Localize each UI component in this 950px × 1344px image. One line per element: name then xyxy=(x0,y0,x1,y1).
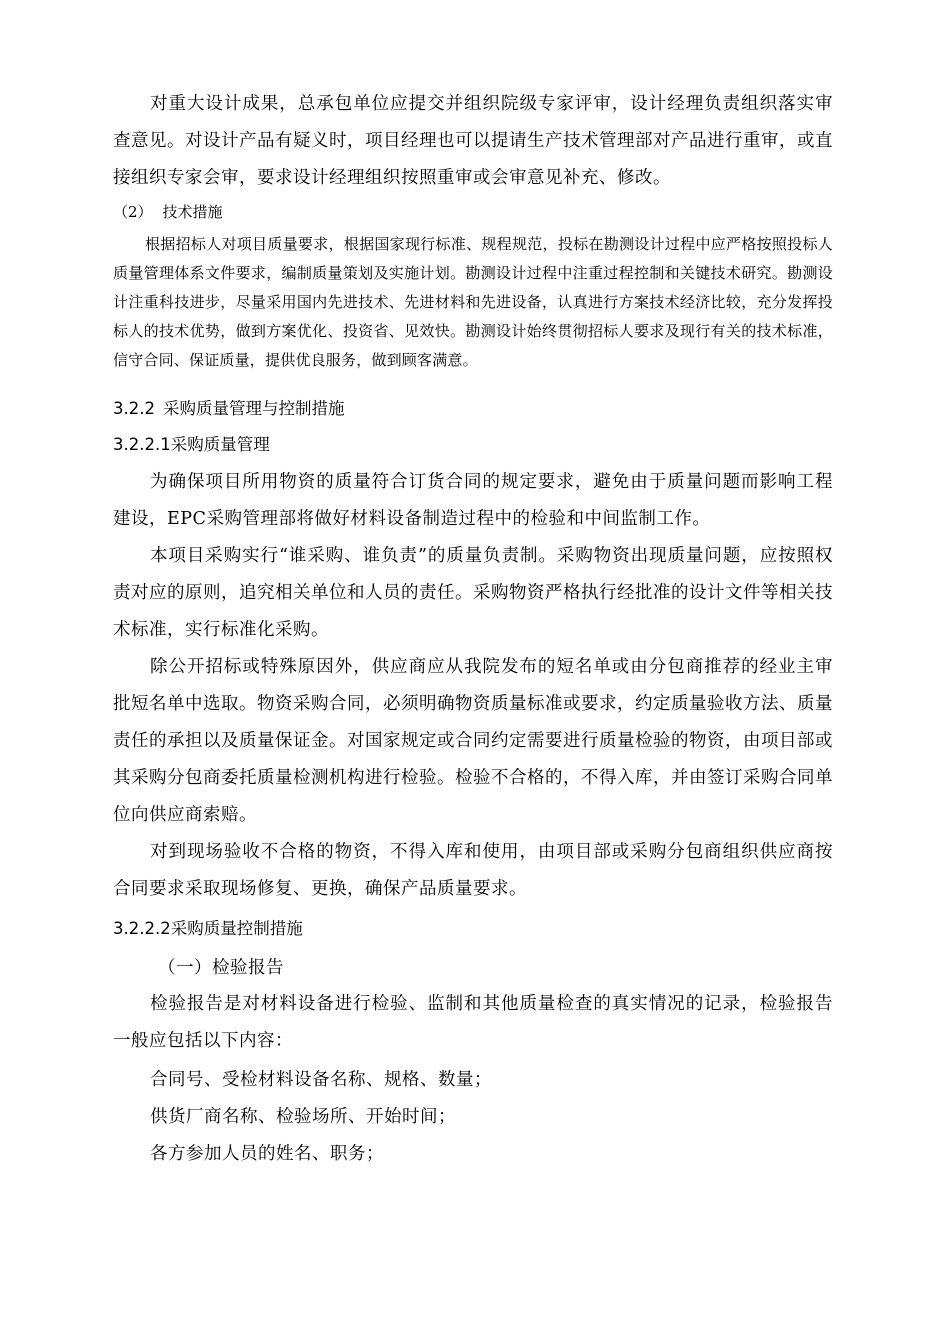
section-heading-3-2-2-1 xyxy=(113,430,833,460)
subsection-title: 技术措施 xyxy=(162,203,223,221)
list-item: 供货厂商名称、检验场所、开始时间； xyxy=(150,1107,456,1127)
list-item: 合同号、受检材料设备名称、规格、数量； xyxy=(150,1070,492,1090)
subsection-heading-tech-measures xyxy=(113,200,833,224)
paragraph-procurement-purpose: 为确保项目所用物资的质量符合订货合同的规定要求，避免由于质量问题而影响工程建设，EPC采购管理部将做好材料设备制造过程中的检验和中间监制工作。 xyxy=(113,472,833,529)
paragraph-inspection-report: 检验报告是对材料设备进行检验、监制和其他质量检查的真实情况的记录，检验报告一般应包括以下内容： xyxy=(113,994,833,1051)
list-item: 各方参加人员的姓名、职务； xyxy=(150,1144,384,1164)
section-number: 3.2.2.2 xyxy=(113,919,171,938)
inspection-report-heading: （一）检验报告 xyxy=(158,958,284,978)
section-title: 采购质量管理与控制措施 xyxy=(162,399,345,418)
paragraph-procurement-responsibility: 本项目采购实行“谁采购、谁负责”的质量负责制。采购物资出现质量问题，应按照权责对应的原则，追究相关单位和人员的责任。采购物资严格执行经批准的设计文件等相关技术标准，实行标准化采购。 xyxy=(113,546,833,640)
paragraph-tech-measures: 根据招标人对项目质量要求，根据国家现行标准、规程规范，投标在勘测设计过程中应严格按照投标人质量管理体系文件要求，编制质量策划及实施计划。勘测设计过程中注重过程控制和关键技术研究。勘测设计注重科技进步，尽量采用国内先进技术、先进材料和先进设备，认真进行方案技术经济比较，充分发挥投标人的技术优势，做到方案优化、投资省、见效快。勘测设计始终贯彻招标人要求及现行有关的技术标准，信守合同、保证质量，提供优良服务，做到顾客满意。 xyxy=(113,235,833,369)
paragraph-procurement-onsite: 对到现场验收不合格的物资，不得入库和使用，由项目部或采购分包商组织供应商按合同要求采取现场修复、更换，确保产品质量要求。 xyxy=(113,842,833,899)
subsection-number: （2） xyxy=(113,203,153,221)
section-title: 采购质量管理 xyxy=(170,435,270,454)
section-heading-3-2-2 xyxy=(113,394,833,424)
section-heading-3-2-2-2 xyxy=(113,914,833,944)
paragraph-design-review: 对重大设计成果，总承包单位应提交并组织院级专家评审，设计经理负责组织落实审查意见。对设计产品有疑义时，项目经理也可以提请生产技术管理部对产品进行重审，或直接组织专家会审，要求设计经理组织按照重审或会审意见补充、修改。 xyxy=(113,94,833,188)
section-title: 采购质量控制措施 xyxy=(170,919,303,938)
paragraph-procurement-suppliers: 除公开招标或特殊原因外，供应商应从我院发布的短名单或由分包商推荐的经业主审批短名单中选取。物资采购合同，必须明确物资质量标准或要求，约定质量验收方法、质量责任的承担以及质量保证金。对国家规定或合同约定需要进行质量检验的物资，由项目部或其采购分包商委托质量检测机构进行检验。检验不合格的，不得入库，并由签订采购合同单位向供应商索赔。 xyxy=(113,657,833,825)
section-number: 3.2.2.1 xyxy=(113,435,171,454)
section-number: 3.2.2 xyxy=(113,399,155,418)
